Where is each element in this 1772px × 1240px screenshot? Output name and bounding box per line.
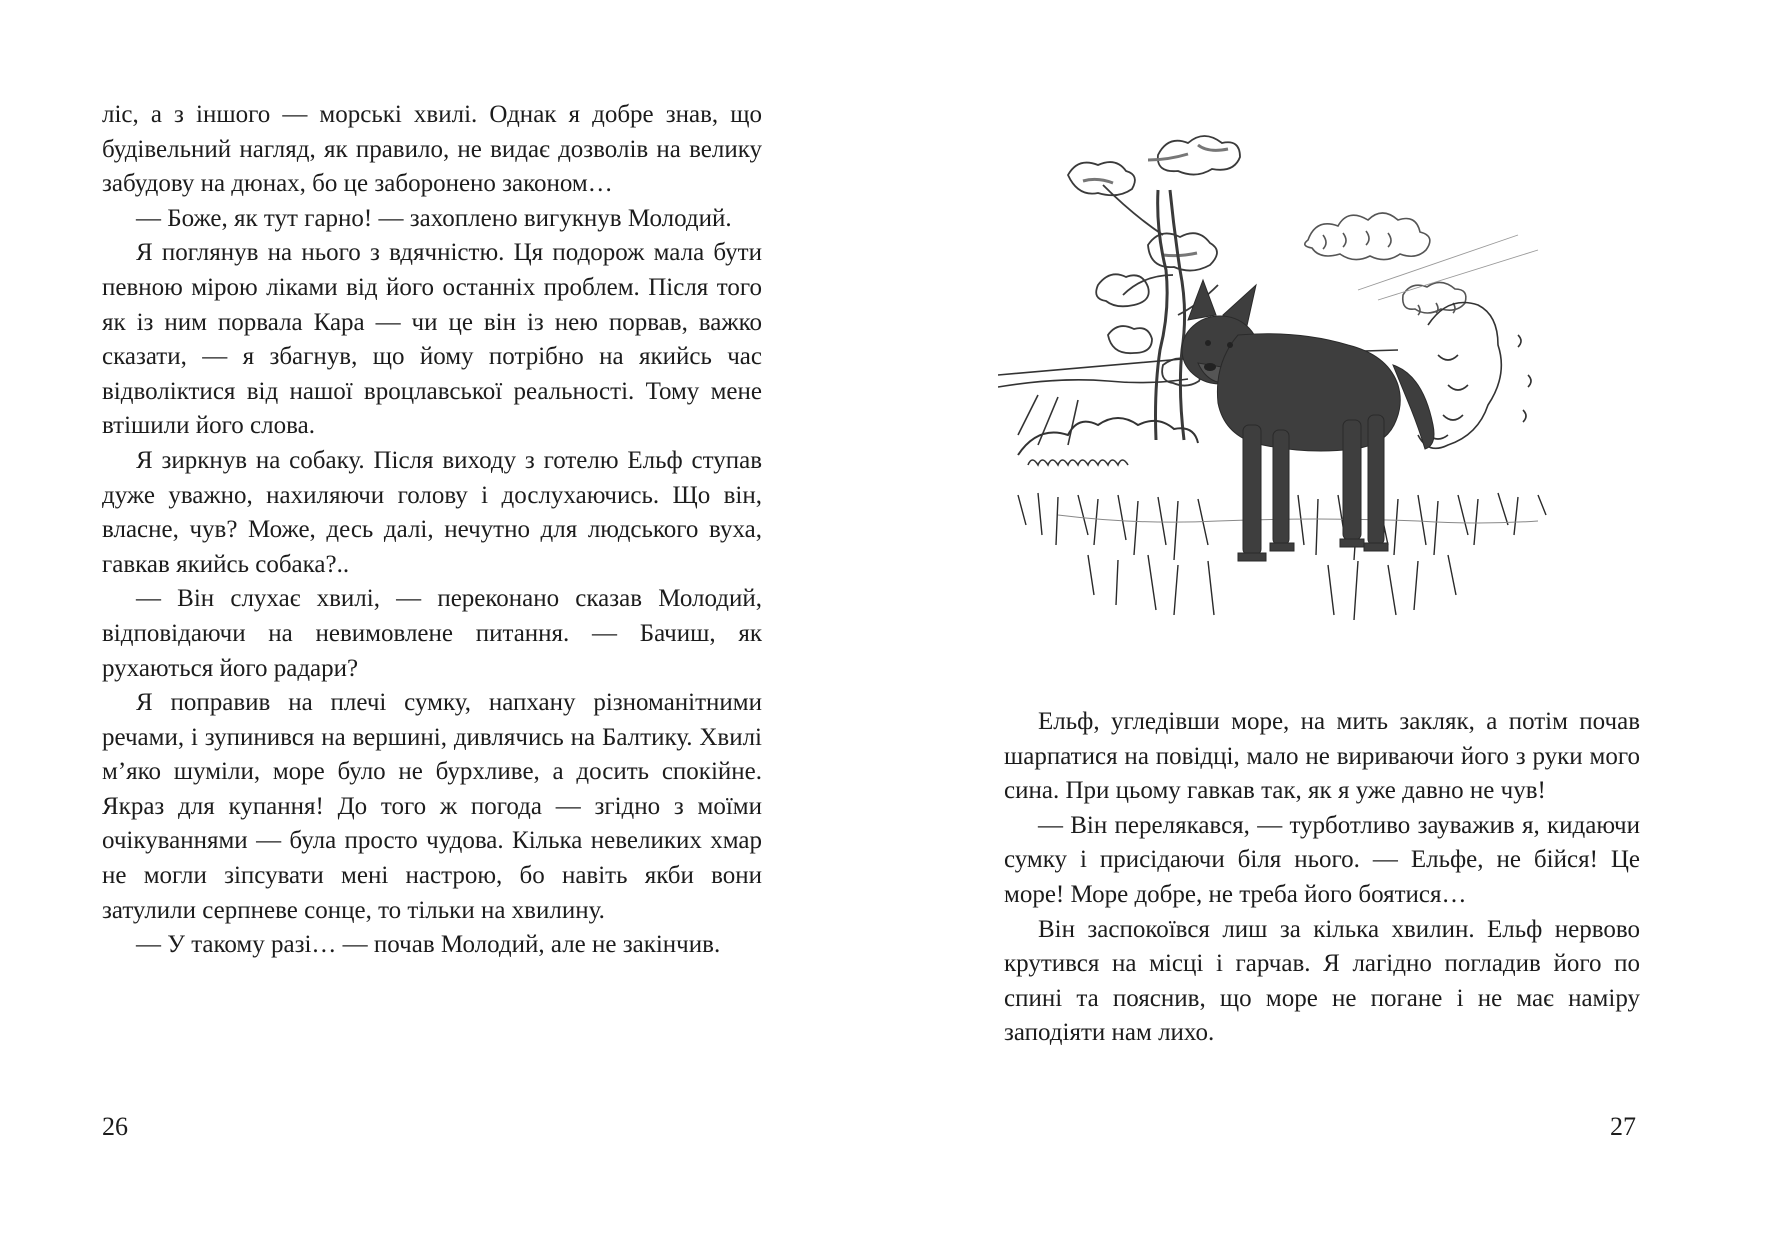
dog-illustration xyxy=(998,115,1558,670)
paragraph: Я поправив на плечі сумку, напхану різноманітними речами, і зупинився на вершині, дивлячись на Балтику. Хвилі м’яко шуміли, море було не бурхливе, а досить спокійне. Якраз для купання! До того ж погода — згідно з моїми очікуваннями — була просто чудова. Кілька невеликих хмар не могли зіпсувати мені настрою, бо навіть якби вони затулили серпневе сонце, то тільки на хвилину. xyxy=(102,689,762,924)
paragraph: — Він перелякався, — турботливо зауважив я, кидаючи сумку і присідаючи біля нього. — Ельфе, не бійся! Це море! Море добре, не треба його боятися… xyxy=(1004,811,1640,908)
left-page-text xyxy=(102,98,762,963)
clouds xyxy=(1305,213,1538,315)
paragraph: — У такому разі… — почав Молодий, але не закінчив. xyxy=(136,931,721,959)
paragraph: Ельф, угледівши море, на мить закляк, а потім почав шарпатися на повідці, мало не вириваючи його з руки мого сина. При цьому гавкав так, як я уже давно не чув! xyxy=(1004,708,1640,805)
tree xyxy=(1068,136,1240,440)
paragraph: Я поглянув на нього з вдячністю. Ця подорож мала бути певною мірою ліками від його останніх проблем. Після того як із ним порвала Кара — чи це він із нею порвав, важко сказати, — я збагнув, що йому потрібно на якийсь час відволіктися від нашої вроцлавської реальності. Тому мене втішили його слова. xyxy=(102,239,762,440)
paragraph: — Боже, як тут гарно! — захоплено вигукнув Молодий. xyxy=(136,204,732,232)
right-page xyxy=(886,0,1772,1240)
page-number-right: 27 xyxy=(1610,1112,1636,1141)
paragraph: — Він слухає хвилі, — переконано сказав Молодий, відповідаючи на невимовлене питання. — Бачиш, як рухаються його радари? xyxy=(102,585,762,682)
page-number-left: 26 xyxy=(102,1112,128,1141)
paragraph: Він заспокоївся лиш за кілька хвилин. Ельф нервово крутився на місці і гарчав. Я лагідно погладив його по спині та пояснив, що море не погане і не має наміру заподіяти нам лихо. xyxy=(1004,915,1640,1047)
paragraph: Я зиркнув на собаку. Після виходу з готелю Ельф ступав дуже уважно, нахиляючи голову і дослухаючись. Що він, власне, чув? Може, десь далі, нечутно для людського вуха, гавкав якийсь собака?.. xyxy=(102,446,762,578)
right-page-text xyxy=(1004,705,1640,1051)
paragraph: ліс, а з іншого — морські хвилі. Однак я добре знав, що будівельний нагляд, як правило, не видає дозволів на велику забудову на дюнах, бо це заборонено законом… xyxy=(102,101,762,198)
